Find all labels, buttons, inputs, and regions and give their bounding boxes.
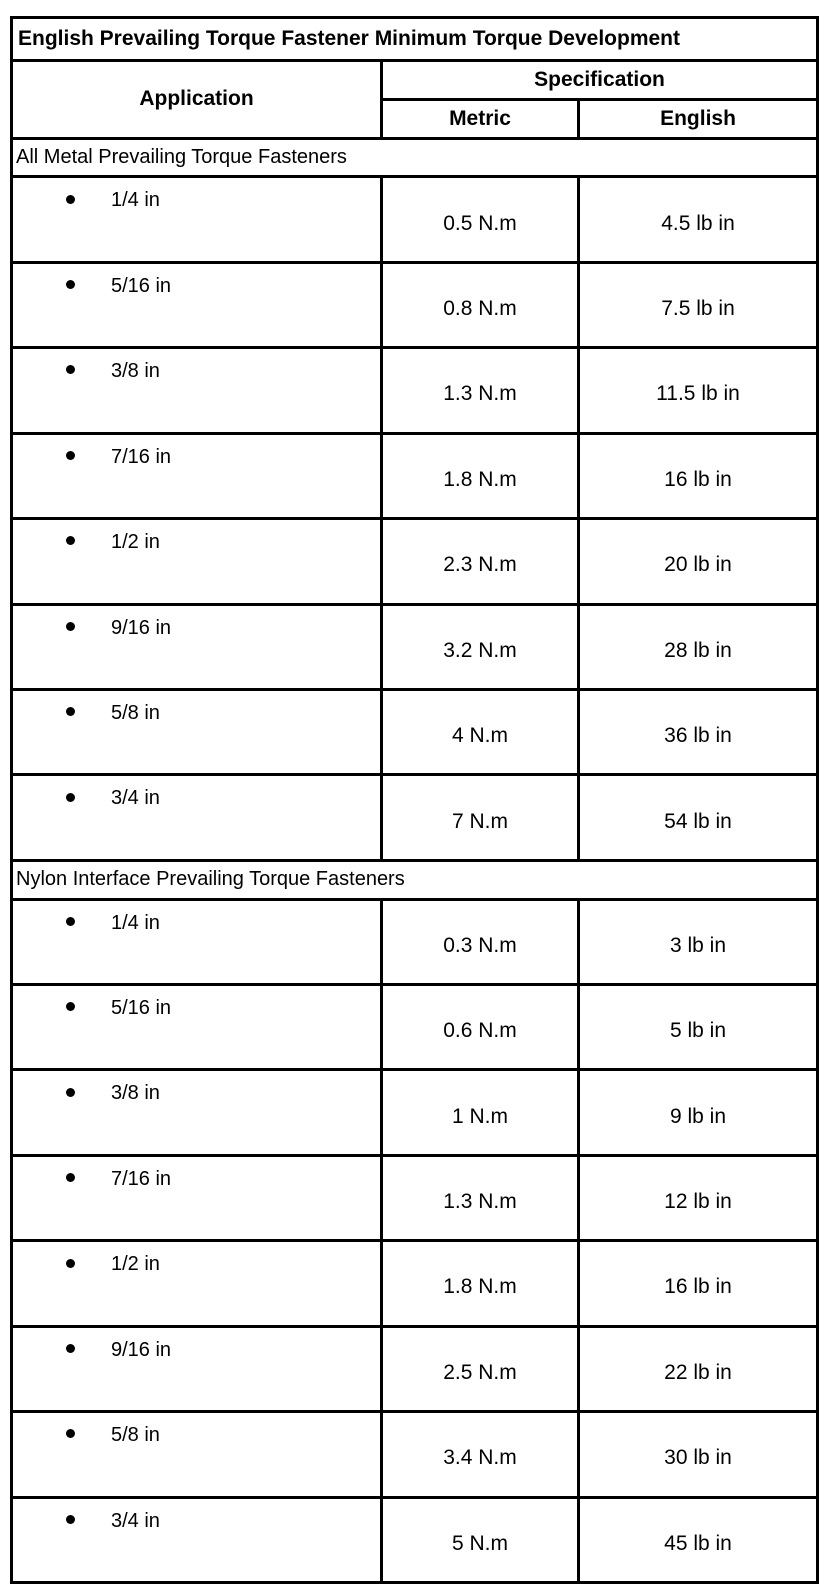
english-value: 45 lb in — [579, 1497, 818, 1582]
bullet-icon — [66, 1344, 75, 1353]
bullet-icon — [66, 622, 75, 631]
english-value: 28 lb in — [579, 604, 818, 689]
table-row — [12, 1412, 818, 1497]
table-row — [12, 1155, 818, 1240]
bullet-icon — [66, 1173, 75, 1182]
application-cell — [12, 775, 382, 860]
bullet-icon — [66, 451, 75, 460]
metric-value: 0.5 N.m — [382, 177, 579, 262]
group-label: All Metal Prevailing Torque Fasteners — [12, 138, 818, 177]
application-cell — [12, 1155, 382, 1240]
bullet-icon — [66, 1088, 75, 1097]
table-title-row — [12, 18, 818, 61]
application-cell — [12, 899, 382, 984]
application-cell — [12, 1497, 382, 1582]
metric-value: 0.6 N.m — [382, 985, 579, 1070]
table-row — [12, 689, 818, 774]
table-row — [12, 899, 818, 984]
application-cell — [12, 177, 382, 262]
metric-value: 5 N.m — [382, 1497, 579, 1582]
english-value: 7.5 lb in — [579, 262, 818, 347]
table-row — [12, 1241, 818, 1326]
header-english: English — [579, 99, 818, 138]
english-value: 11.5 lb in — [579, 348, 818, 433]
application-cell — [12, 1241, 382, 1326]
table-row — [12, 775, 818, 860]
table-row — [12, 1326, 818, 1411]
table-row — [12, 604, 818, 689]
fastener-size: 1/2 in — [111, 531, 160, 554]
metric-value: 7 N.m — [382, 775, 579, 860]
application-cell — [12, 604, 382, 689]
english-value: 9 lb in — [579, 1070, 818, 1155]
fastener-size: 3/8 in — [111, 1082, 160, 1105]
metric-value: 4 N.m — [382, 689, 579, 774]
english-value: 54 lb in — [579, 775, 818, 860]
table-title: English Prevailing Torque Fastener Minimum Torque Development — [12, 18, 818, 61]
group-label: Nylon Interface Prevailing Torque Fasteners — [12, 860, 818, 899]
table-body — [12, 18, 818, 1583]
fastener-size: 1/4 in — [111, 911, 160, 934]
header-specification: Specification — [382, 60, 818, 99]
english-value: 12 lb in — [579, 1155, 818, 1240]
fastener-size: 5/16 in — [111, 274, 172, 297]
fastener-size: 1/4 in — [111, 189, 160, 212]
english-value: 3 lb in — [579, 899, 818, 984]
metric-value: 1 N.m — [382, 1070, 579, 1155]
fastener-size: 5/16 in — [111, 997, 172, 1020]
english-value: 16 lb in — [579, 433, 818, 518]
metric-value: 1.3 N.m — [382, 1155, 579, 1240]
application-cell — [12, 519, 382, 604]
bullet-icon — [66, 793, 75, 802]
fastener-size: 9/16 in — [111, 616, 172, 639]
metric-value: 3.4 N.m — [382, 1412, 579, 1497]
table-row — [12, 262, 818, 347]
table-row — [12, 985, 818, 1070]
application-cell — [12, 689, 382, 774]
english-value: 5 lb in — [579, 985, 818, 1070]
metric-value: 1.3 N.m — [382, 348, 579, 433]
fastener-size: 9/16 in — [111, 1338, 172, 1361]
table-row — [12, 1497, 818, 1582]
bullet-icon — [66, 280, 75, 289]
fastener-size: 3/8 in — [111, 360, 160, 383]
application-cell — [12, 1326, 382, 1411]
fastener-size: 1/2 in — [111, 1253, 160, 1276]
fastener-size: 3/4 in — [111, 1509, 160, 1532]
table-row — [12, 433, 818, 518]
metric-value: 1.8 N.m — [382, 1241, 579, 1326]
fastener-size: 3/4 in — [111, 787, 160, 810]
application-cell — [12, 1412, 382, 1497]
fastener-size: 5/8 in — [111, 701, 160, 724]
english-value: 22 lb in — [579, 1326, 818, 1411]
application-cell — [12, 348, 382, 433]
metric-value: 2.3 N.m — [382, 519, 579, 604]
english-value: 4.5 lb in — [579, 177, 818, 262]
fastener-size: 5/8 in — [111, 1424, 160, 1447]
header-application: Application — [12, 60, 382, 138]
metric-value: 3.2 N.m — [382, 604, 579, 689]
group-row — [12, 860, 818, 899]
english-value: 30 lb in — [579, 1412, 818, 1497]
application-cell — [12, 985, 382, 1070]
bullet-icon — [66, 1002, 75, 1011]
bullet-icon — [66, 195, 75, 204]
header-row-1 — [12, 60, 818, 99]
table-row — [12, 1070, 818, 1155]
application-cell — [12, 262, 382, 347]
bullet-icon — [66, 707, 75, 716]
english-value: 20 lb in — [579, 519, 818, 604]
bullet-icon — [66, 365, 75, 374]
english-value: 16 lb in — [579, 1241, 818, 1326]
fastener-size: 7/16 in — [111, 1167, 172, 1190]
application-cell — [12, 1070, 382, 1155]
group-row — [12, 138, 818, 177]
header-metric: Metric — [382, 99, 579, 138]
table-row — [12, 177, 818, 262]
bullet-icon — [66, 1429, 75, 1438]
torque-spec-table — [10, 16, 819, 1584]
table-row — [12, 519, 818, 604]
english-value: 36 lb in — [579, 689, 818, 774]
bullet-icon — [66, 917, 75, 926]
metric-value: 1.8 N.m — [382, 433, 579, 518]
bullet-icon — [66, 1515, 75, 1524]
bullet-icon — [66, 1259, 75, 1268]
metric-value: 0.3 N.m — [382, 899, 579, 984]
table-row — [12, 348, 818, 433]
metric-value: 2.5 N.m — [382, 1326, 579, 1411]
metric-value: 0.8 N.m — [382, 262, 579, 347]
fastener-size: 7/16 in — [111, 445, 172, 468]
bullet-icon — [66, 536, 75, 545]
application-cell — [12, 433, 382, 518]
